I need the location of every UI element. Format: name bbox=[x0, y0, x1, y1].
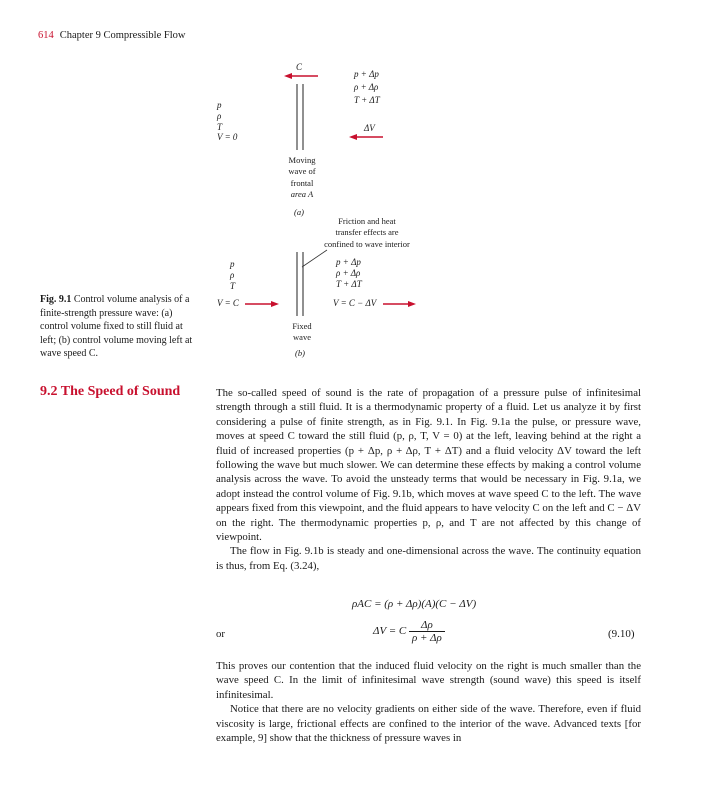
outflow-arrowhead-b bbox=[408, 301, 416, 307]
prop-a-p: p bbox=[217, 100, 222, 110]
equation-denominator: ρ + Δρ bbox=[412, 632, 442, 644]
figure-caption-label: Fig. 9.1 bbox=[40, 294, 72, 305]
prop-a-rho-plus: ρ + Δρ bbox=[354, 82, 379, 92]
fixed-wave-caption: Fixed wave bbox=[292, 321, 312, 343]
part-label-a: (a) bbox=[294, 207, 304, 217]
wave-speed-arrowhead-a bbox=[284, 73, 292, 79]
equation-fraction bbox=[409, 619, 445, 644]
paragraph-4: Notice that there are no velocity gradients on either side of the wave. Therefore, even if fluid viscosity is large, frictional effects are confined to the interior of the wave. Advanced texts [for example, 9] show that the thickness of pressure waves in bbox=[216, 703, 641, 745]
page-number: 614 bbox=[38, 30, 54, 41]
paragraph-3: This proves our contention that the induced fluid velocity on the right is much smaller than the wave speed C. In the limit of infinitesimal wave strength (sound wave) this speed is itself infinitesimal. bbox=[216, 660, 641, 701]
equation-lhs: ΔV = C bbox=[373, 625, 407, 638]
prop-a-p-plus: p + Δp bbox=[354, 69, 379, 79]
prop-b-V-minus: V = C − ΔV bbox=[333, 298, 377, 308]
prop-b-rho: ρ bbox=[230, 270, 235, 280]
paragraph-2: The flow in Fig. 9.1b is steady and one-dimensional across the wave. The continuity equation is thus, from Eq. (3.24), bbox=[216, 545, 641, 572]
figure-caption bbox=[40, 293, 200, 361]
section-heading: 9.2 The Speed of Sound bbox=[40, 384, 181, 399]
wave-speed-label-a: C bbox=[296, 62, 303, 72]
prop-b-V: V = C bbox=[217, 298, 239, 308]
equation-numerator: Δρ bbox=[409, 619, 445, 632]
part-label-b: (b) bbox=[295, 348, 305, 358]
body-text bbox=[216, 386, 641, 573]
friction-leader-line bbox=[302, 250, 327, 267]
prop-a-T: T bbox=[217, 122, 223, 132]
prop-b-T: T bbox=[230, 281, 236, 291]
inflow-arrowhead-b bbox=[271, 301, 279, 307]
moving-wave-caption: Moving wave of frontal area A bbox=[288, 155, 316, 200]
prop-b-rho-plus: ρ + Δρ bbox=[336, 268, 361, 278]
dv-arrowhead-a bbox=[349, 134, 357, 140]
prop-a-rho: ρ bbox=[217, 111, 222, 121]
equation-number: (9.10) bbox=[608, 628, 635, 640]
prop-a-T-plus: T + ΔT bbox=[354, 95, 380, 105]
chapter-title: Chapter 9 Compressible Flow bbox=[59, 30, 186, 41]
friction-note: Friction and heat transfer effects are confined to wave interior bbox=[324, 216, 410, 249]
paragraph-1: The so-called speed of sound is the rate of propagation of a pressure pulse of infinitesimal strength through a still fluid. It is a thermodynamic property of a fluid. Let us analyze it by first considering a pulse of finite strength, as in Fig. 9.1. In Fig. 9.1a the pulse, or pressure wave, moves at speed C toward the still fluid (p, ρ, T, V = 0) at the left, leaving behind at the right a fluid of increased properties (p + Δp, ρ + Δρ, T + ΔT) and a fluid velocity ΔV toward the left following the wave but much slower. We can determine these effects by making a control volume analysis across the wave. To avoid the unsteady terms that would be necessary in Fig. 9.1a, we adopt instead the control volume of Fig. 9.1b, which moves at wave speed C to the left. The wave appears fixed from this viewpoint, and the fluid appears to have velocity C on the left and C − ΔV on the right. The thermodynamic properties p, ρ, and T are not affected by this change of viewpoint. bbox=[216, 387, 641, 544]
continuity-equation: ρAC = (ρ + Δρ)(A)(C − ΔV) bbox=[352, 598, 477, 610]
dv-label-a: ΔV bbox=[364, 123, 375, 133]
velocity-equation bbox=[373, 619, 445, 644]
prop-a-V: V = 0 bbox=[217, 132, 238, 142]
prop-b-p-plus: p + Δp bbox=[336, 257, 361, 267]
body-text-continued bbox=[216, 659, 641, 745]
figure-caption-text: Control volume analysis of a finite-strength pressure wave: (a) control volume fixed to still fluid at left; (b) control volume moving left at wave speed C. bbox=[40, 294, 193, 360]
or-label: or bbox=[216, 628, 225, 640]
prop-b-T-plus: T + ΔT bbox=[336, 279, 362, 289]
prop-b-p: p bbox=[230, 259, 235, 269]
